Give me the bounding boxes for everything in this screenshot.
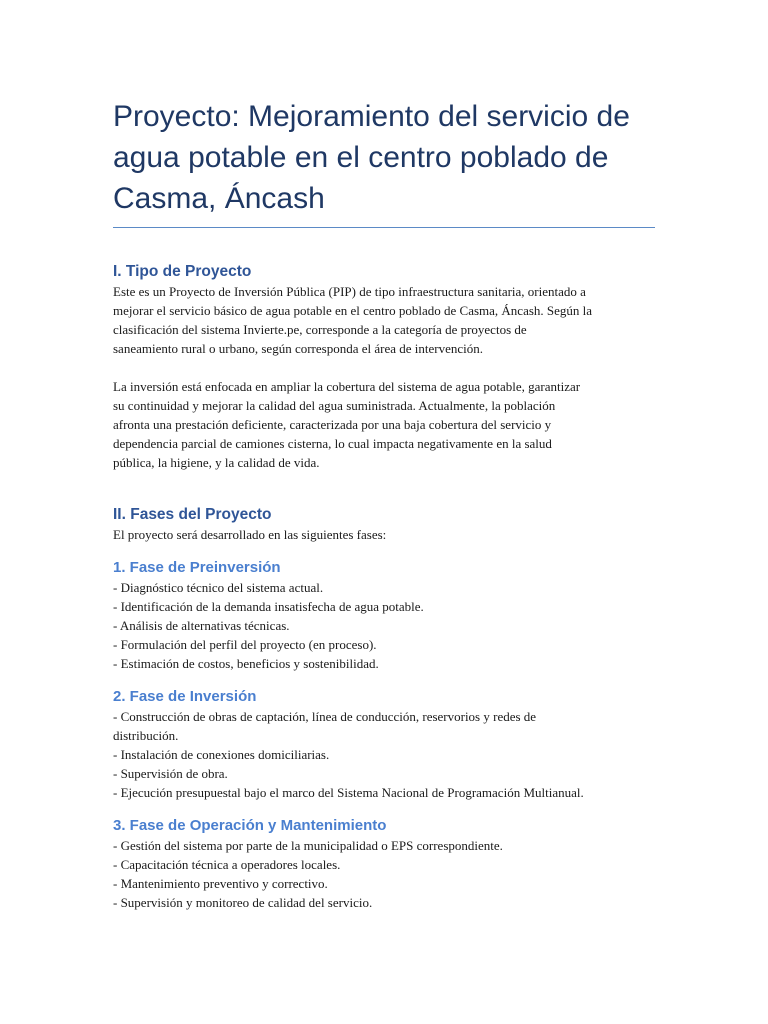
section-heading-fases: II. Fases del Proyecto [113, 506, 272, 523]
phase-heading-operacion: 3. Fase de Operación y Mantenimiento [113, 817, 387, 834]
page-title [113, 96, 658, 219]
section2-intro: El proyecto será desarrollado en las siguientes fases: [113, 527, 387, 542]
title-divider [113, 227, 655, 228]
document-body [113, 96, 658, 912]
text-line: su continuidad y mejorar la calidad del agua suministrada. Actualmente, la población [113, 398, 556, 413]
section1-paragraph-2 [113, 377, 658, 472]
text-line: mejorar el servicio básico de agua potable en el centro poblado de Casma, Áncash. Según la [113, 303, 593, 318]
phase-heading-inversion: 2. Fase de Inversión [113, 688, 257, 705]
text-line: saneamiento rural o urbano, según corresponda el área de intervención. [113, 341, 483, 356]
text-line: dependencia parcial de camiones cisterna, lo cual impacta negativamente en la salud [113, 436, 552, 451]
list-item: - Análisis de alternativas técnicas. [113, 618, 290, 633]
text-line: Este es un Proyecto de Inversión Pública (PIP) de tipo infraestructura sanitaria, orientado a [113, 284, 586, 299]
list-item: - Estimación de costos, beneficios y sostenibilidad. [113, 656, 379, 671]
text-line: clasificación del sistema Invierte.pe, corresponde a la categoría de proyectos de [113, 322, 527, 337]
text-line: afronta una prestación deficiente, caracterizada por una baja cobertura del servicio y [113, 417, 552, 432]
text-line: pública, la higiene, y la calidad de vida. [113, 455, 320, 470]
list-item: - Formulación del perfil del proyecto (en proceso). [113, 637, 377, 652]
list-item: - Supervisión de obra. [113, 766, 228, 781]
phase2-list [113, 707, 658, 802]
list-item: - Identificación de la demanda insatisfecha de agua potable. [113, 599, 424, 614]
list-item: - Gestión del sistema por parte de la municipalidad o EPS correspondiente. [113, 838, 503, 853]
list-item: - Instalación de conexiones domiciliarias. [113, 747, 330, 762]
title-line: agua potable en el centro poblado de [113, 141, 609, 174]
section1-paragraph-1 [113, 282, 658, 358]
list-item: - Capacitación técnica a operadores locales. [113, 857, 341, 872]
title-line: Casma, Áncash [113, 182, 325, 215]
list-item: - Construcción de obras de captación, línea de conducción, reservorios y redes de [113, 709, 537, 724]
list-item: - Supervisión y monitoreo de calidad del servicio. [113, 895, 373, 910]
section-heading-tipo: I. Tipo de Proyecto [113, 263, 252, 280]
list-item: - Diagnóstico técnico del sistema actual. [113, 580, 324, 595]
list-item: - Ejecución presupuestal bajo el marco del Sistema Nacional de Programación Multianual. [113, 785, 584, 800]
phase3-list [113, 836, 658, 912]
list-item: distribución. [113, 728, 179, 743]
text-line: La inversión está enfocada en ampliar la cobertura del sistema de agua potable, garantizar [113, 379, 581, 394]
title-line: Proyecto: Mejoramiento del servicio de [113, 100, 630, 133]
phase1-list [113, 578, 658, 673]
list-item: - Mantenimiento preventivo y correctivo. [113, 876, 328, 891]
phase-heading-preinversion: 1. Fase de Preinversión [113, 559, 281, 576]
